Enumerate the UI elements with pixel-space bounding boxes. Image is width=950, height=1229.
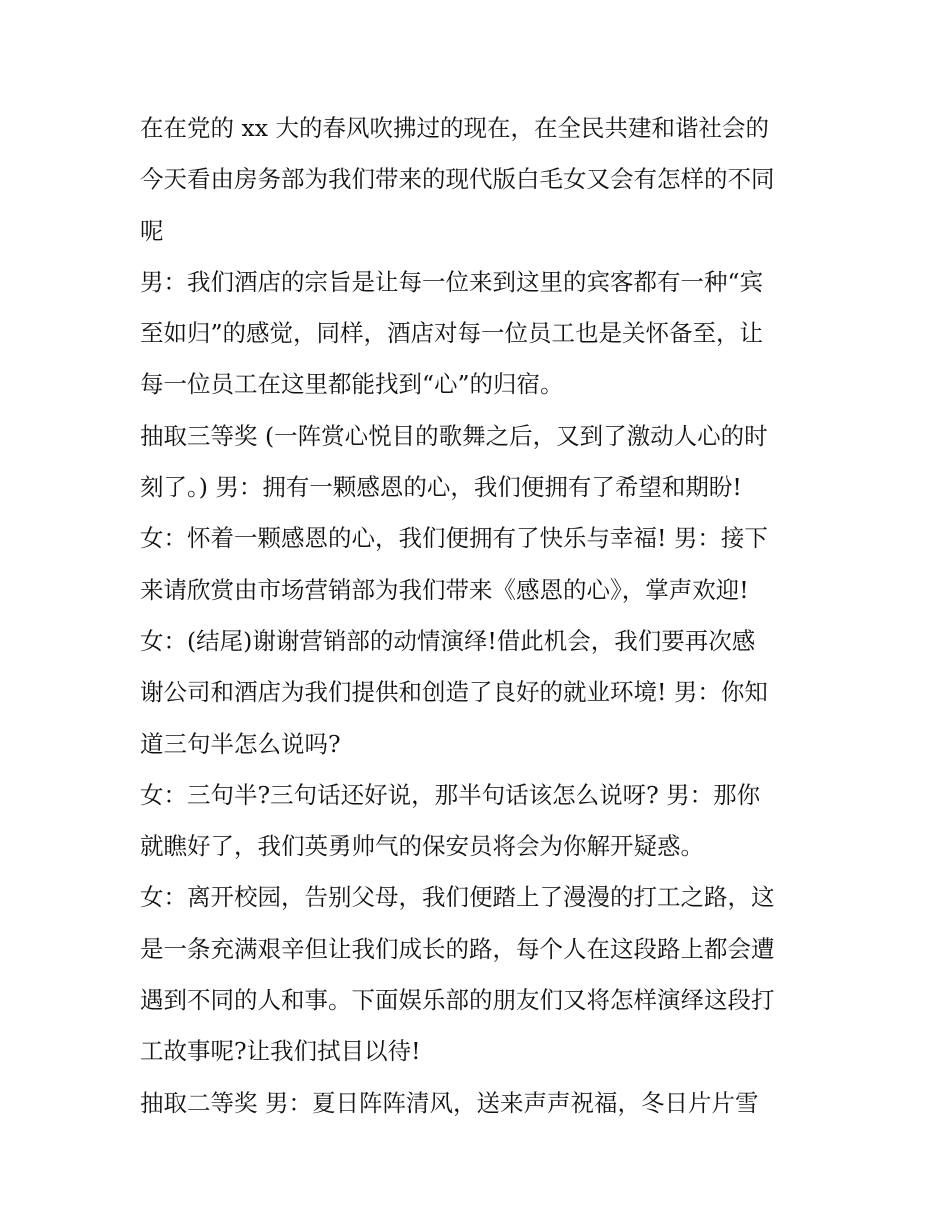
text-line: 女：怀着一颗感恩的心，我们便拥有了快乐与幸福! 男：接下 — [140, 524, 768, 553]
text-line: 至如归”的感觉，同样，酒店对每一位员工也是关怀备至，让 — [140, 319, 764, 348]
text-line: 遇到不同的人和事。下面娱乐部的朋友们又将怎样演绎这段打 — [140, 986, 775, 1015]
text-line: 男：我们酒店的宗旨是让每一位来到这里的宾客都有一种“宾 — [140, 267, 764, 296]
text-line: 女：离开校园，告别父母，我们便踏上了漫漫的打工之路，这 — [140, 883, 775, 912]
text-line: 女：三句半?三句话还好说，那半句话该怎么说呀? 男：那你 — [140, 780, 761, 809]
text-line: 女：(结尾)谢谢营销部的动情演绎!借此机会，我们要再次感 — [140, 626, 756, 655]
text-line: 就瞧好了，我们英勇帅气的保安员将会为你解开疑惑。 — [140, 832, 704, 861]
text-line: 每一位员工在这里都能找到“心”的归宿。 — [140, 370, 564, 399]
text-line: 抽取二等奖 男：夏日阵阵清风，送来声声祝福，冬日片片雪 — [140, 1088, 759, 1117]
text-line: 刻了。) 男：拥有一颗感恩的心，我们便拥有了希望和期盼! — [140, 473, 742, 502]
document-body — [140, 103, 820, 1129]
text-line: 今天看由房务部为我们带来的现代版白毛女又会有怎样的不同 — [140, 165, 775, 194]
text-line: 是一条充满艰辛但让我们成长的路，每个人在这段路上都会遭 — [140, 934, 775, 963]
text-line: 在在党的 xx 大的春风吹拂过的现在，在全民共建和谐社会的 — [140, 114, 769, 142]
text-line: 谢公司和酒店为我们提供和创造了良好的就业环境! 男：你知 — [140, 678, 768, 707]
text-line: 道三句半怎么说吗? — [140, 729, 341, 758]
text-line: 来请欣赏由市场营销部为我们带来《感恩的心》，掌声欢迎! — [140, 575, 749, 604]
text-line: 抽取三等奖 (一阵赏心悦目的歌舞之后，又到了激动人心的时 — [140, 421, 768, 450]
text-line: 工故事呢?让我们拭目以待! — [140, 1037, 421, 1066]
text-line: 呢 — [140, 216, 164, 245]
